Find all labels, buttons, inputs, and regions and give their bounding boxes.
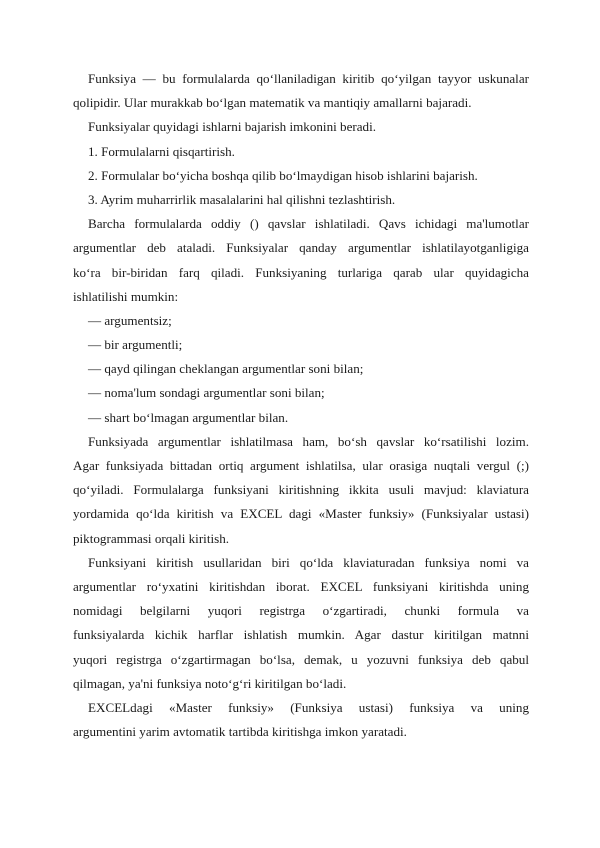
paragraph-6-line-1: EXCELdagi «Master funksiy» (Funksiya ustasi) funksiya va uning [88, 699, 529, 715]
paragraph-1-line-1: Funksiya — bu formulalarda qo‘llaniladigan kiritib qo‘yilgan tayyor uskunalar [88, 71, 529, 86]
list-item-3: 3. Ayrim muharrirlik masalalarini hal qilishni tezlashtirish. [88, 191, 396, 207]
paragraph-2: Funksiyalar quyidagi ishlarni bajarish imkonini beradi. [88, 119, 377, 135]
paragraph-1-line-2: qolipidir. Ular murakkab bo‘lgan matematik va mantiqiy amallarni bajaradi. [73, 95, 472, 111]
paragraph-4-line-2: Agar funksiyada bittadan ortiq argument ishlatilsa, ular orasiga nuqtali vergul (;) [73, 458, 529, 473]
paragraph-4-line-4: yordamida qo‘lda kiritish va EXCEL dagi «Master funksiy» (Funksiyalar ustasi) [73, 506, 529, 522]
paragraph-4-line-5: piktogrammasi orqali kiritish. [73, 530, 230, 546]
dash-item-4: — noma'lum sondagi argumentlar soni bilan; [88, 385, 325, 401]
dash-item-1: — argumentsiz; [88, 312, 172, 328]
paragraph-6-line-2: argumentini yarim avtomatik tartibda kiritishga imkon yaratadi. [73, 724, 407, 740]
paragraph-3-line-1: Barcha formulalarda oddiy () qavslar ishlatiladi. Qavs ichidagi ma'lumotlar [88, 216, 529, 232]
list-item-2: 2. Formulalar bo‘yicha boshqa qilib bo‘lmaydigan hisob ishlarini bajarish. [88, 167, 478, 183]
paragraph-4-line-1: Funksiyada argumentlar ishlatilmasa ham, bo‘sh qavslar ko‘rsatilishi lozim. [88, 433, 529, 449]
paragraph-5-line-3: nomidagi belgilarni yuqori registrga o‘zgartiradi, chunki formula va [73, 603, 529, 619]
paragraph-3-line-4: ishlatilishi mumkin: [73, 288, 179, 304]
paragraph-5-line-4: funksiyalarda kichik harflar ishlatish mumkin. Agar dastur kiritilgan matnni [73, 627, 529, 643]
dash-item-2: — bir argumentli; [88, 337, 183, 353]
paragraph-5-line-2: argumentlar ro‘yxatini kiritishdan iborat. EXCEL funksiyani kiritishda uning [73, 578, 529, 594]
paragraph-5-line-5: yuqori registrga o‘zgartirmagan bo‘lsa, demak, u yozuvni funksiya deb qabul [73, 651, 529, 667]
list-item-1: 1. Formulalarni qisqartirish. [88, 143, 235, 159]
paragraph-4-line-3: qo‘yiladi. Formulalarga funksiyani kiritishning ikkita usuli mavjud: klaviatura [73, 482, 529, 498]
document-page [73, 67, 529, 744]
dash-item-3: — qayd qilingan cheklangan argumentlar soni bilan; [88, 361, 364, 377]
paragraph-5-line-1: Funksiyani kiritish usullaridan biri qo‘lda klaviaturadan funksiya nomi va [88, 554, 529, 570]
paragraph-5-line-6: qilmagan, ya'ni funksiya noto‘g‘ri kiritilgan bo‘ladi. [73, 675, 347, 691]
paragraph-3-line-3: ko‘ra bir-biridan farq qiladi. Funksiyaning turlariga qarab ular quyidagicha [73, 264, 529, 280]
dash-item-5: — shart bo‘lmagan argumentlar bilan. [88, 409, 289, 425]
paragraph-3-line-2: argumentlar deb ataladi. Funksiyalar qanday argumentlar ishlatilayotganligiga [73, 240, 529, 256]
